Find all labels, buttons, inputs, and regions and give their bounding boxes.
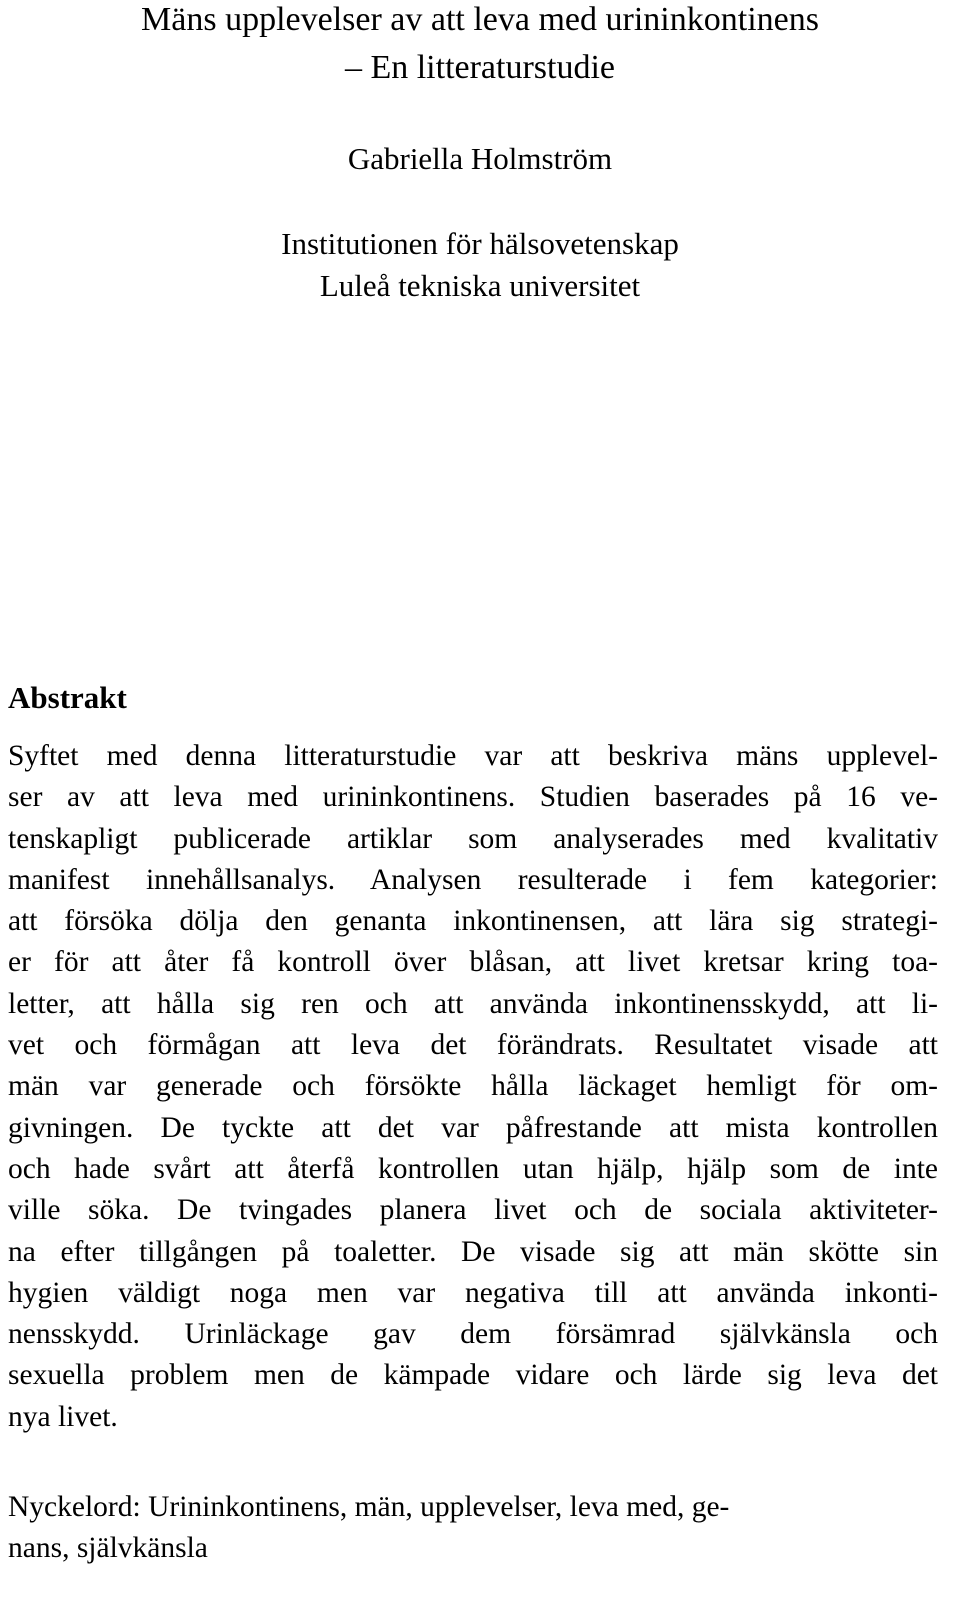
abstract-line: tenskapligt publicerade artiklar som analyserades med kvalitativ: [8, 822, 938, 855]
abstract-heading: Abstrakt: [8, 680, 127, 715]
abstract-line: vet och förmågan att leva det förändrats. Resultatet visade att: [8, 1029, 938, 1062]
keywords: [8, 1487, 908, 1570]
abstract-line: letter, att hålla sig ren och att använda inkontinensskydd, att li-: [8, 987, 938, 1020]
abstract-line: ville söka. De tvingades planera livet och de sociala aktiviteter-: [8, 1194, 938, 1227]
abstract-line: na efter tillgången på toaletter. De visade sig att män skötte sin: [8, 1235, 938, 1268]
abstract-body: [8, 736, 938, 1438]
abstract-line: hygien väldigt noga men var negativa till att använda inkonti-: [8, 1276, 938, 1309]
abstract-line: manifest innehållsanalys. Analysen resulterade i fem kategorier:: [8, 863, 938, 896]
document-title-line-2: – En litteraturstudie: [344, 49, 616, 86]
abstract-line: Syftet med denna litteraturstudie var att beskriva mäns upplevel-: [8, 740, 938, 772]
abstract-line: sexuella problem men de kämpade vidare och lärde sig leva det: [8, 1359, 938, 1392]
abstract-line: givningen. De tyckte att det var påfrestande att mista kontrollen: [8, 1111, 938, 1144]
abstract-line: nya livet.: [8, 1400, 118, 1433]
abstract-line: och hade svårt att återfå kontrollen utan hjälp, hjälp som de inte: [8, 1152, 938, 1185]
university-name: Luleå tekniska universitet: [319, 268, 641, 303]
abstract-line: nensskydd. Urinläckage gav dem försämrad självkänsla och: [8, 1318, 938, 1351]
abstract-line: att försöka dölja den genanta inkontinensen, att lära sig strategi-: [8, 905, 938, 938]
abstract-line: er för att åter få kontroll över blåsan, att livet kretsar kring toa-: [8, 946, 938, 979]
keywords-line-1: Nyckelord: Urininkontinens, män, upplevelser, leva med, ge-: [8, 1491, 730, 1523]
abstract-line: män var generade och försökte hålla läckaget hemligt för om-: [8, 1070, 938, 1103]
abstract-line: ser av att leva med urininkontinens. Studien baserades på 16 ve-: [8, 781, 938, 814]
keywords-line-2: nans, självkänsla: [8, 1532, 208, 1565]
document-title-line-1: Mäns upplevelser av att leva med urininkontinens: [141, 1, 819, 38]
author-name: Gabriella Holmström: [347, 141, 613, 176]
institution-name: Institutionen för hälsovetenskap: [281, 226, 679, 261]
